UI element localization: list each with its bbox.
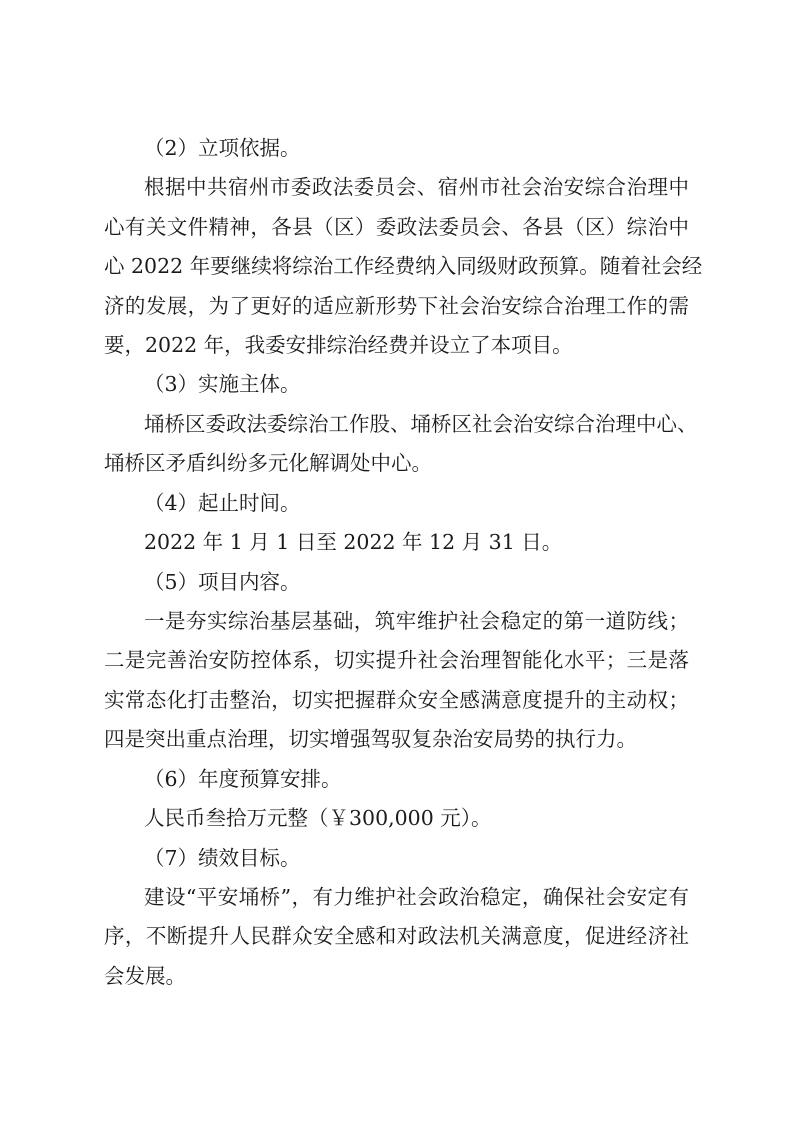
paragraph-line: 实常态化打击整治，切实把握群众安全感满意度提升的主动权； bbox=[104, 688, 689, 712]
paragraph-line: 会发展。 bbox=[104, 964, 186, 988]
paragraph-line: 根据中共宿州市委政法委员会、宿州市社会治安综合治理中 bbox=[144, 175, 689, 199]
paragraph-line: 2022 年 1 月 1 日至 2022 年 12 月 31 日。 bbox=[144, 530, 563, 554]
paragraph-line: 济的发展，为了更好的适应新形势下社会治安综合治理工作的需 bbox=[104, 294, 689, 318]
paragraph-line: 埇桥区委政法委综治工作股、埇桥区社会治安综合治理中心、 bbox=[144, 412, 698, 436]
paragraph-line: 要，2022 年，我委安排综治经费并设立了本项目。 bbox=[104, 333, 573, 357]
heading-project-content: （5）项目内容。 bbox=[144, 570, 301, 594]
paragraph-line: 二是完善治安防控体系，切实提升社会治理智能化水平；三是落 bbox=[104, 648, 689, 672]
paragraph-line: 人民币叁拾万元整（￥300,000 元）。 bbox=[144, 806, 492, 830]
heading-project-basis: （2）立项依据。 bbox=[144, 136, 301, 160]
paragraph-line: 四是突出重点治理，切实增强驾驭复杂治安局势的执行力。 bbox=[104, 727, 637, 751]
heading-implementing-body: （3）实施主体。 bbox=[144, 372, 301, 396]
heading-duration: （4）起止时间。 bbox=[144, 491, 301, 515]
paragraph-line: 序，不断提升人民群众安全感和对政法机关满意度，促进经济社 bbox=[104, 924, 689, 948]
paragraph-line: 心有关文件精神，各县（区）委政法委员会、各县（区）综治中 bbox=[104, 215, 689, 239]
paragraph-line: 心 2022 年要继续将综治工作经费纳入同级财政预算。随着社会经 bbox=[104, 254, 703, 278]
heading-annual-budget: （6）年度预算安排。 bbox=[144, 767, 342, 791]
paragraph-line: 建设“平安埇桥”，有力维护社会政治稳定，确保社会安定有 bbox=[144, 885, 689, 909]
heading-performance-goal: （7）绩效目标。 bbox=[144, 846, 301, 870]
paragraph-line: 一是夯实综治基层基础，筑牢维护社会稳定的第一道防线； bbox=[144, 609, 689, 633]
paragraph-line: 埇桥区矛盾纠纷多元化解调处中心。 bbox=[104, 451, 432, 475]
